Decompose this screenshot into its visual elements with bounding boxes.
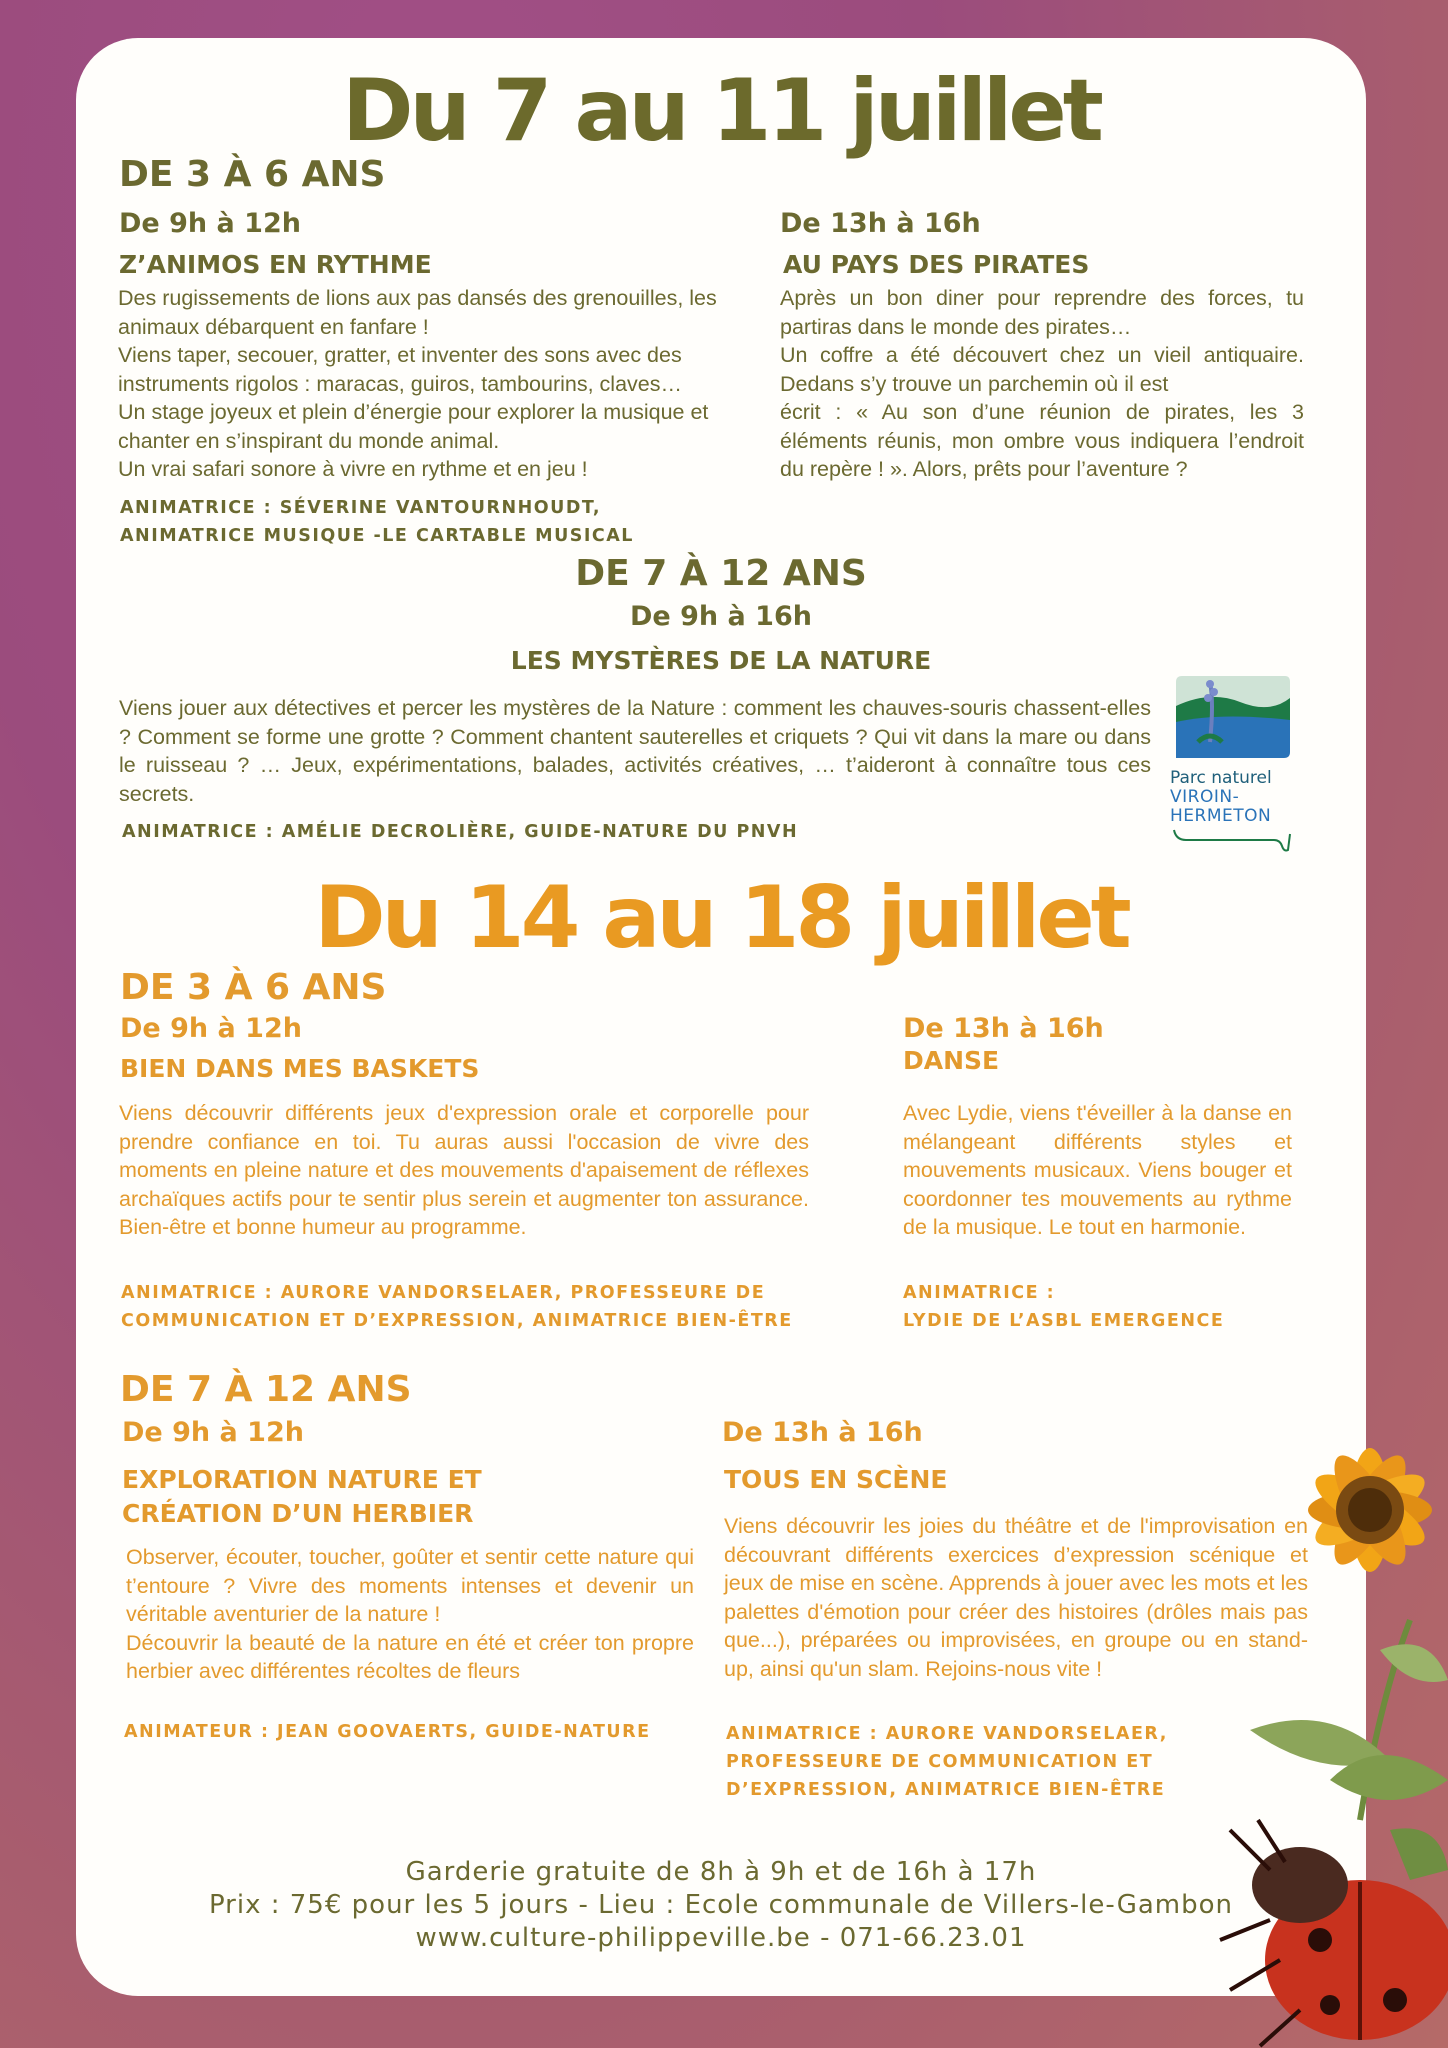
- sunflower-icon: [1306, 1446, 1433, 1573]
- animator-line: ANIMATRICE :: [903, 1283, 1056, 1303]
- week2-old-morning-activity: [122, 1463, 482, 1531]
- logo-line: HERMETON: [1170, 806, 1272, 826]
- week2-old-morning-hours: De 9h à 12h: [122, 1417, 304, 1448]
- paragraph: Un vrai safari sonore à vivre en rythme et en jeu !: [118, 457, 588, 481]
- week1-morning-animator: [120, 494, 634, 550]
- park-landscape-icon: [1170, 672, 1295, 762]
- paragraph: écrit : « Au son d’une réunion de pirates, les 3 éléments réunis, mon ombre vous indiquera l’endroit du repère ! ». Alors, prêts pour l’aventure ?: [780, 400, 1304, 481]
- animator-line: ANIMATRICE : AURORE VANDORSELAER,: [726, 1724, 1168, 1744]
- week2-old-morning-animator: ANIMATEUR : JEAN GOOVAERTS, GUIDE-NATURE: [124, 1722, 651, 1742]
- footer-childcare: Garderie gratuite de 8h à 9h et de 16h à 17h: [405, 1857, 1037, 1887]
- activity-line: CRÉATION D’UN HERBIER: [122, 1499, 474, 1528]
- footer: [76, 1856, 1366, 1955]
- week1-old-hours: De 9h à 16h: [630, 601, 812, 632]
- leaves-icon: [1250, 1620, 1448, 1880]
- week2-old-afternoon-activity: TOUS EN SCÈNE: [724, 1465, 948, 1494]
- animator-line: LYDIE DE L’ASBL EMERGENCE: [903, 1311, 1225, 1331]
- week2-old-morning-description: [126, 1543, 694, 1686]
- week2-title: Du 14 au 18 juillet: [314, 868, 1128, 968]
- week2-old-afternoon-description: Viens découvrir les joies du théâtre et de l'improvisation en découvrant différents exercices d’expression scénique et jeux de mise en scène. Apprends à jouer avec les mots et les palettes d'émotion pour créer des histoires (drôles mais pas que...), préparées ou improvisées, en groupe ou en stand-up, ainsi qu'un slam. Rejoins-nous vite !: [724, 1514, 1308, 1681]
- footer-contact: www.culture-philippeville.be - 071-66.23.01: [415, 1923, 1027, 1953]
- logo-line: VIROIN-: [1170, 787, 1240, 807]
- paragraph: Un stage joyeux et plein d’énergie pour explorer la musique et chanter en s’inspirant du monde animal.: [118, 400, 709, 453]
- paragraph: Après un bon diner pour reprendre des forces, tu partiras dans le monde des pirates…: [780, 286, 1304, 339]
- activity-line: EXPLORATION NATURE ET: [122, 1465, 482, 1494]
- week1-old-activity: LES MYSTÈRES DE LA NATURE: [510, 646, 932, 675]
- week1-morning-description: [118, 284, 728, 484]
- week2-morning-description: Viens découvrir différents jeux d'expression orale et corporelle pour prendre confiance en toi. Tu auras aussi l'occasion de vivre des moments en pleine nature et des mouvements d'apaisement de réflexes archaïques actifs pour te sentir plus serein et augmenter ton assurance. Bien-être et bonne humeur au programme.: [119, 1101, 809, 1239]
- paragraph: Viens taper, secouer, gratter, et inventer des sons avec des instruments rigolos : maracas, guiros, tambourins, claves…: [118, 343, 682, 396]
- week1-afternoon-description: [780, 284, 1304, 484]
- week1-age-old: DE 7 À 12 ANS: [575, 553, 867, 594]
- logo-underline-icon: [1170, 826, 1295, 856]
- week1-age-young: DE 3 À 6 ANS: [119, 154, 386, 195]
- week2-morning-animator: [121, 1279, 793, 1335]
- week2-old-afternoon-animator: [726, 1720, 1168, 1804]
- animator-line: ANIMATRICE : SÉVERINE VANTOURNHOUDT,: [120, 498, 601, 518]
- week2-morning-activity: BIEN DANS MES BASKETS: [120, 1054, 480, 1083]
- week1-afternoon-activity: AU PAYS DES PIRATES: [783, 250, 1090, 279]
- week2-afternoon-description: Avec Lydie, viens t'éveiller à la danse en mélangeant différents styles et mouvements musicaux. Viens bouger et coordonner tes mouvements au rythme de la musique. Le tout en harmonie.: [903, 1101, 1292, 1239]
- animator-line: PROFESSEURE DE COMMUNICATION ET: [726, 1752, 1154, 1772]
- week2-old-afternoon-hours: De 13h à 16h: [722, 1417, 923, 1448]
- week2-afternoon-animator: [903, 1279, 1224, 1335]
- week2-age-old: DE 7 À 12 ANS: [120, 1369, 412, 1410]
- week1-afternoon-hours: De 13h à 16h: [780, 208, 981, 239]
- logo-line: Parc naturel: [1170, 768, 1272, 788]
- animator-line: D’EXPRESSION, ANIMATRICE BIEN-ÊTRE: [726, 1780, 1166, 1800]
- week1-title: Du 7 au 11 juillet: [342, 61, 1100, 161]
- week2-age-young: DE 3 À 6 ANS: [120, 967, 387, 1008]
- footer-price-location: Prix : 75€ pour les 5 jours - Lieu : Ecole communale de Villers-le-Gambon: [208, 1890, 1234, 1920]
- animator-line: COMMUNICATION ET D’EXPRESSION, ANIMATRICE BIEN-ÊTRE: [121, 1311, 793, 1331]
- week1-morning-activity: Z’ANIMOS EN RYTHME: [119, 250, 432, 279]
- paragraph: Découvrir la beauté de la nature en été et créer ton propre herbier avec différentes récoltes de fleurs: [126, 1630, 694, 1683]
- flower-ladybug-decoration: [1210, 1400, 1448, 2048]
- animator-line: ANIMATRICE MUSIQUE -LE CARTABLE MUSICAL: [120, 526, 634, 546]
- week1-old-description: Viens jouer aux détectives et percer les mystères de la Nature : comment les chauves-souris chassent-elles ? Comment se forme une grotte ? Comment chantent sauterelles et criquets ? Qui vit dans la mare ou dans le ruisseau ? … Jeux, expérimentations, balades, activités créatives, … t’aideront à connaître tous ces secrets.: [119, 696, 1151, 806]
- paragraph: Des rugissements de lions aux pas dansés des grenouilles, les animaux débarquent en fanfare !: [118, 286, 717, 339]
- week2-afternoon-hours: De 13h à 16h: [903, 1013, 1104, 1044]
- week1-morning-hours: De 9h à 12h: [119, 208, 301, 239]
- week1-old-animator: ANIMATRICE : AMÉLIE DECROLIÈRE, GUIDE-NATURE DU PNVH: [122, 822, 799, 842]
- week2-morning-hours: De 9h à 12h: [120, 1013, 302, 1044]
- parc-naturel-logo: [1170, 672, 1295, 858]
- paragraph: Un coffre a été découvert chez un vieil antiquaire. Dedans s’y trouve un parchemin où il est: [780, 343, 1304, 396]
- paragraph: Observer, écouter, toucher, goûter et sentir cette nature qui t’entoure ? Vivre des moments intenses et devenir un véritable aventurier de la nature !: [126, 1545, 694, 1626]
- week2-afternoon-activity: DANSE: [903, 1046, 1000, 1075]
- animator-line: ANIMATRICE : AURORE VANDORSELAER, PROFESSEURE DE: [121, 1283, 766, 1303]
